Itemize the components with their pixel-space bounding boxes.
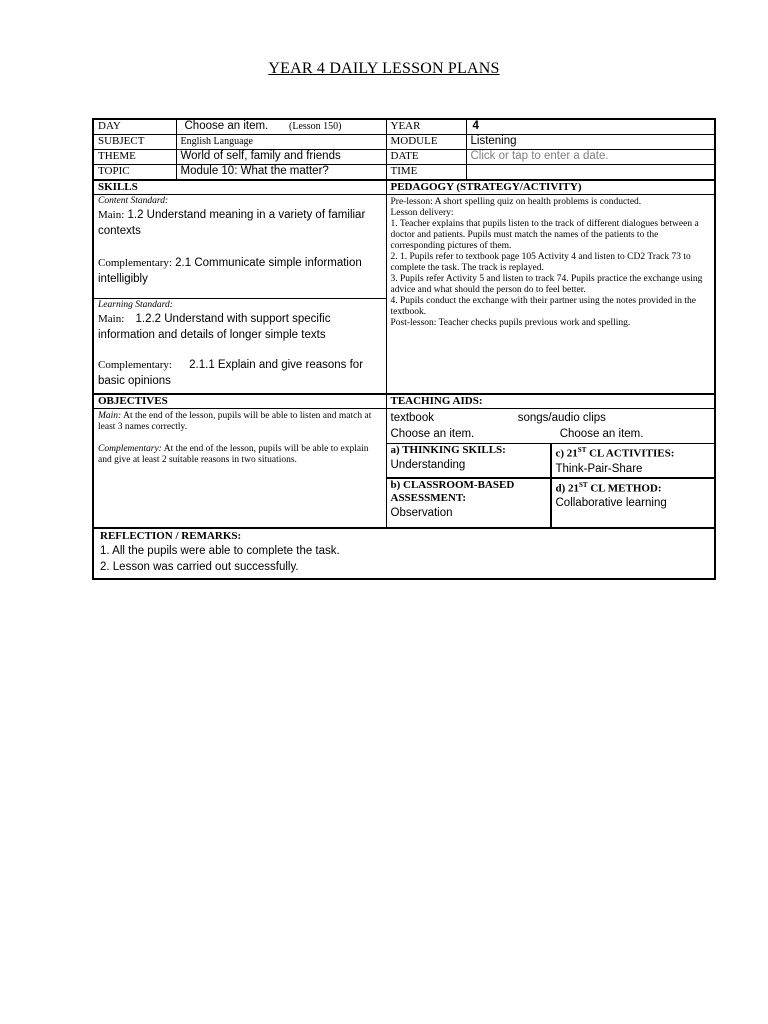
- aids-list: [387, 409, 715, 444]
- learning-main-label: Main:: [98, 313, 125, 325]
- cl-method-label-pre: d) 21: [555, 482, 580, 495]
- year-value[interactable]: 4: [472, 120, 479, 132]
- thinking-skills-value[interactable]: Understanding: [390, 459, 466, 471]
- content-comp-value: 2.1 Communicate simple information intelligibly: [98, 257, 362, 285]
- content-main-value: 1.2 Understand meaning in a variety of familiar contexts: [98, 209, 366, 237]
- theme-label: THEME: [93, 150, 176, 165]
- theme-cell[interactable]: [176, 150, 386, 165]
- subject-label: SUBJECT: [93, 135, 176, 150]
- thinking-skills-label: a) THINKING SKILLS:: [390, 444, 506, 456]
- date-input[interactable]: Click or tap to enter a date.: [470, 150, 609, 162]
- assessment-label: b) CLASSROOM-BASED ASSESSMENT:: [390, 478, 515, 504]
- aids-line-1: [391, 410, 711, 426]
- topic-cell[interactable]: [176, 165, 386, 181]
- skills-pedagogy-row: [93, 195, 715, 395]
- time-cell[interactable]: [466, 165, 715, 181]
- cl-method-label-post: CL METHOD:: [587, 482, 662, 495]
- section-heading-row: [93, 180, 715, 195]
- cl-activities-label-sup: ST: [577, 446, 587, 454]
- year-cell[interactable]: [466, 119, 715, 135]
- skills-cell: [93, 195, 386, 395]
- cl-activities-label-post: CL ACTIVITIES:: [586, 447, 675, 460]
- aids-row: [387, 409, 715, 444]
- aids-line-2: [391, 426, 711, 442]
- subject-value: English Language: [176, 135, 386, 150]
- cl-activities-cell: [551, 444, 715, 478]
- theme-value[interactable]: World of self, family and friends: [180, 150, 341, 162]
- content-comp: [98, 255, 382, 287]
- objectives-comp: [98, 444, 382, 466]
- cl-method-label: [556, 479, 711, 496]
- aid-textbook[interactable]: textbook: [390, 412, 434, 424]
- objectives-main-label: Main:: [98, 411, 122, 421]
- pedagogy-line-2: Lesson delivery:: [390, 208, 454, 218]
- content-main-label: Main:: [98, 209, 125, 221]
- aid-audio[interactable]: songs/audio clips: [517, 412, 606, 424]
- learning-standard-label: Learning Standard:: [98, 300, 173, 310]
- content-standard-block: [94, 195, 386, 299]
- topic-value[interactable]: Module 10: What the matter?: [180, 165, 329, 177]
- content-standard-label: Content Standard:: [98, 196, 169, 206]
- lesson-number: (Lesson 150): [289, 121, 342, 132]
- cl-method-label-sup: ST: [579, 480, 588, 489]
- reflection-row: [93, 528, 715, 579]
- assessment-value[interactable]: Observation: [390, 506, 453, 519]
- lesson-plan-table: [92, 118, 716, 580]
- learning-main-value: 1.2.2 Understand with support specific information and details of longer simple texts: [98, 313, 331, 341]
- skills-activities-row: [387, 444, 715, 478]
- subject-row: [93, 135, 715, 150]
- reflection-cell: [93, 528, 715, 579]
- cl-activities-label: [556, 444, 711, 461]
- date-cell[interactable]: [466, 150, 715, 165]
- pedagogy-line-3: 1. Teacher explains that pupils listen to the track of different dialogues between a doctor and patients. Pupils must match the names of the patients to the corresponding pictures of them.: [390, 219, 699, 251]
- teaching-aids-heading: TEACHING AIDS:: [386, 394, 715, 409]
- module-value[interactable]: Listening: [470, 135, 517, 147]
- time-label: TIME: [386, 165, 466, 181]
- learning-main: [98, 311, 382, 343]
- teaching-aids-inner: [387, 409, 715, 527]
- day-label: DAY: [93, 119, 176, 135]
- cl-method-cell: [551, 478, 715, 527]
- assessment-cell: [387, 478, 551, 527]
- reflection-line-2[interactable]: 2. Lesson was carried out successfully.: [100, 560, 299, 573]
- skills-heading: SKILLS: [93, 180, 386, 195]
- objectives-heading: OBJECTIVES: [93, 394, 386, 409]
- document-title: YEAR 4 DAILY LESSON PLANS: [268, 60, 500, 77]
- objectives-row: [93, 409, 715, 528]
- pedagogy-line-7: Post-lesson: Teacher checks pupils previous work and spelling.: [390, 318, 631, 328]
- theme-row: [93, 150, 715, 165]
- aid-choose-2[interactable]: Choose an item.: [559, 428, 644, 440]
- topic-row: [93, 165, 715, 181]
- day-row: [93, 119, 715, 135]
- cl-method-value[interactable]: Collaborative learning: [555, 497, 667, 510]
- day-cell[interactable]: [176, 119, 386, 135]
- learning-comp-label: Complementary:: [98, 359, 172, 371]
- objectives-main-text: At the end of the lesson, pupils will be able to listen and match at least 3 names correctly.: [98, 411, 372, 432]
- module-label: MODULE: [386, 135, 466, 150]
- pedagogy-line-4: 2. 1. Pupils refer to textbook page 105 Activity 4 and listen to CD2 Track 73 to complete the task. The track is replayed.: [390, 252, 691, 273]
- pedagogy-heading: PEDAGOGY (STRATEGY/ACTIVITY): [386, 180, 715, 195]
- pedagogy-line-5: 3. Pupils refer Activity 5 and listen to track 74. Pupils practice the exchange using advice and what should the person do to feel better.: [390, 274, 703, 295]
- learning-standard-block: [94, 299, 386, 393]
- thinking-skills-cell: [387, 444, 551, 478]
- objectives-comp-text: At the end of the lesson, pupils will be able to explain and give at least 2 suitable reasons in two situations.: [98, 444, 369, 465]
- topic-label: TOPIC: [93, 165, 176, 181]
- cl-activities-value[interactable]: Think-Pair-Share: [555, 462, 643, 475]
- aid-choose-1[interactable]: Choose an item.: [390, 428, 475, 440]
- learning-comp-value: 2.1.1 Explain and give reasons for basic opinions: [98, 359, 364, 387]
- pedagogy-line-1: Pre-lesson: A short spelling quiz on health problems is conducted.: [390, 197, 642, 207]
- pedagogy-line-6: 4. Pupils conduct the exchange with their partner using the notes provided in the textbook.: [390, 296, 697, 317]
- content-comp-label: Complementary:: [98, 257, 172, 269]
- cl-activities-label-pre: c) 21: [555, 447, 578, 460]
- content-main: [98, 207, 382, 239]
- objectives-comp-label: Complementary:: [98, 444, 162, 454]
- objectives-cell: [93, 409, 386, 528]
- reflection-line-1[interactable]: 1. All the pupils were able to complete the task.: [100, 544, 340, 557]
- pedagogy-cell: [386, 195, 715, 395]
- reflection-heading: REFLECTION / REMARKS:: [100, 529, 242, 542]
- teaching-aids-cell: [386, 409, 715, 528]
- objectives-heading-row: [93, 394, 715, 409]
- learning-comp: [98, 357, 382, 389]
- assessment-method-row: [387, 478, 715, 527]
- module-cell[interactable]: [466, 135, 715, 150]
- date-label: DATE: [386, 150, 466, 165]
- objectives-main: [98, 411, 382, 433]
- year-label: YEAR: [386, 119, 466, 135]
- day-value[interactable]: Choose an item.: [184, 120, 269, 132]
